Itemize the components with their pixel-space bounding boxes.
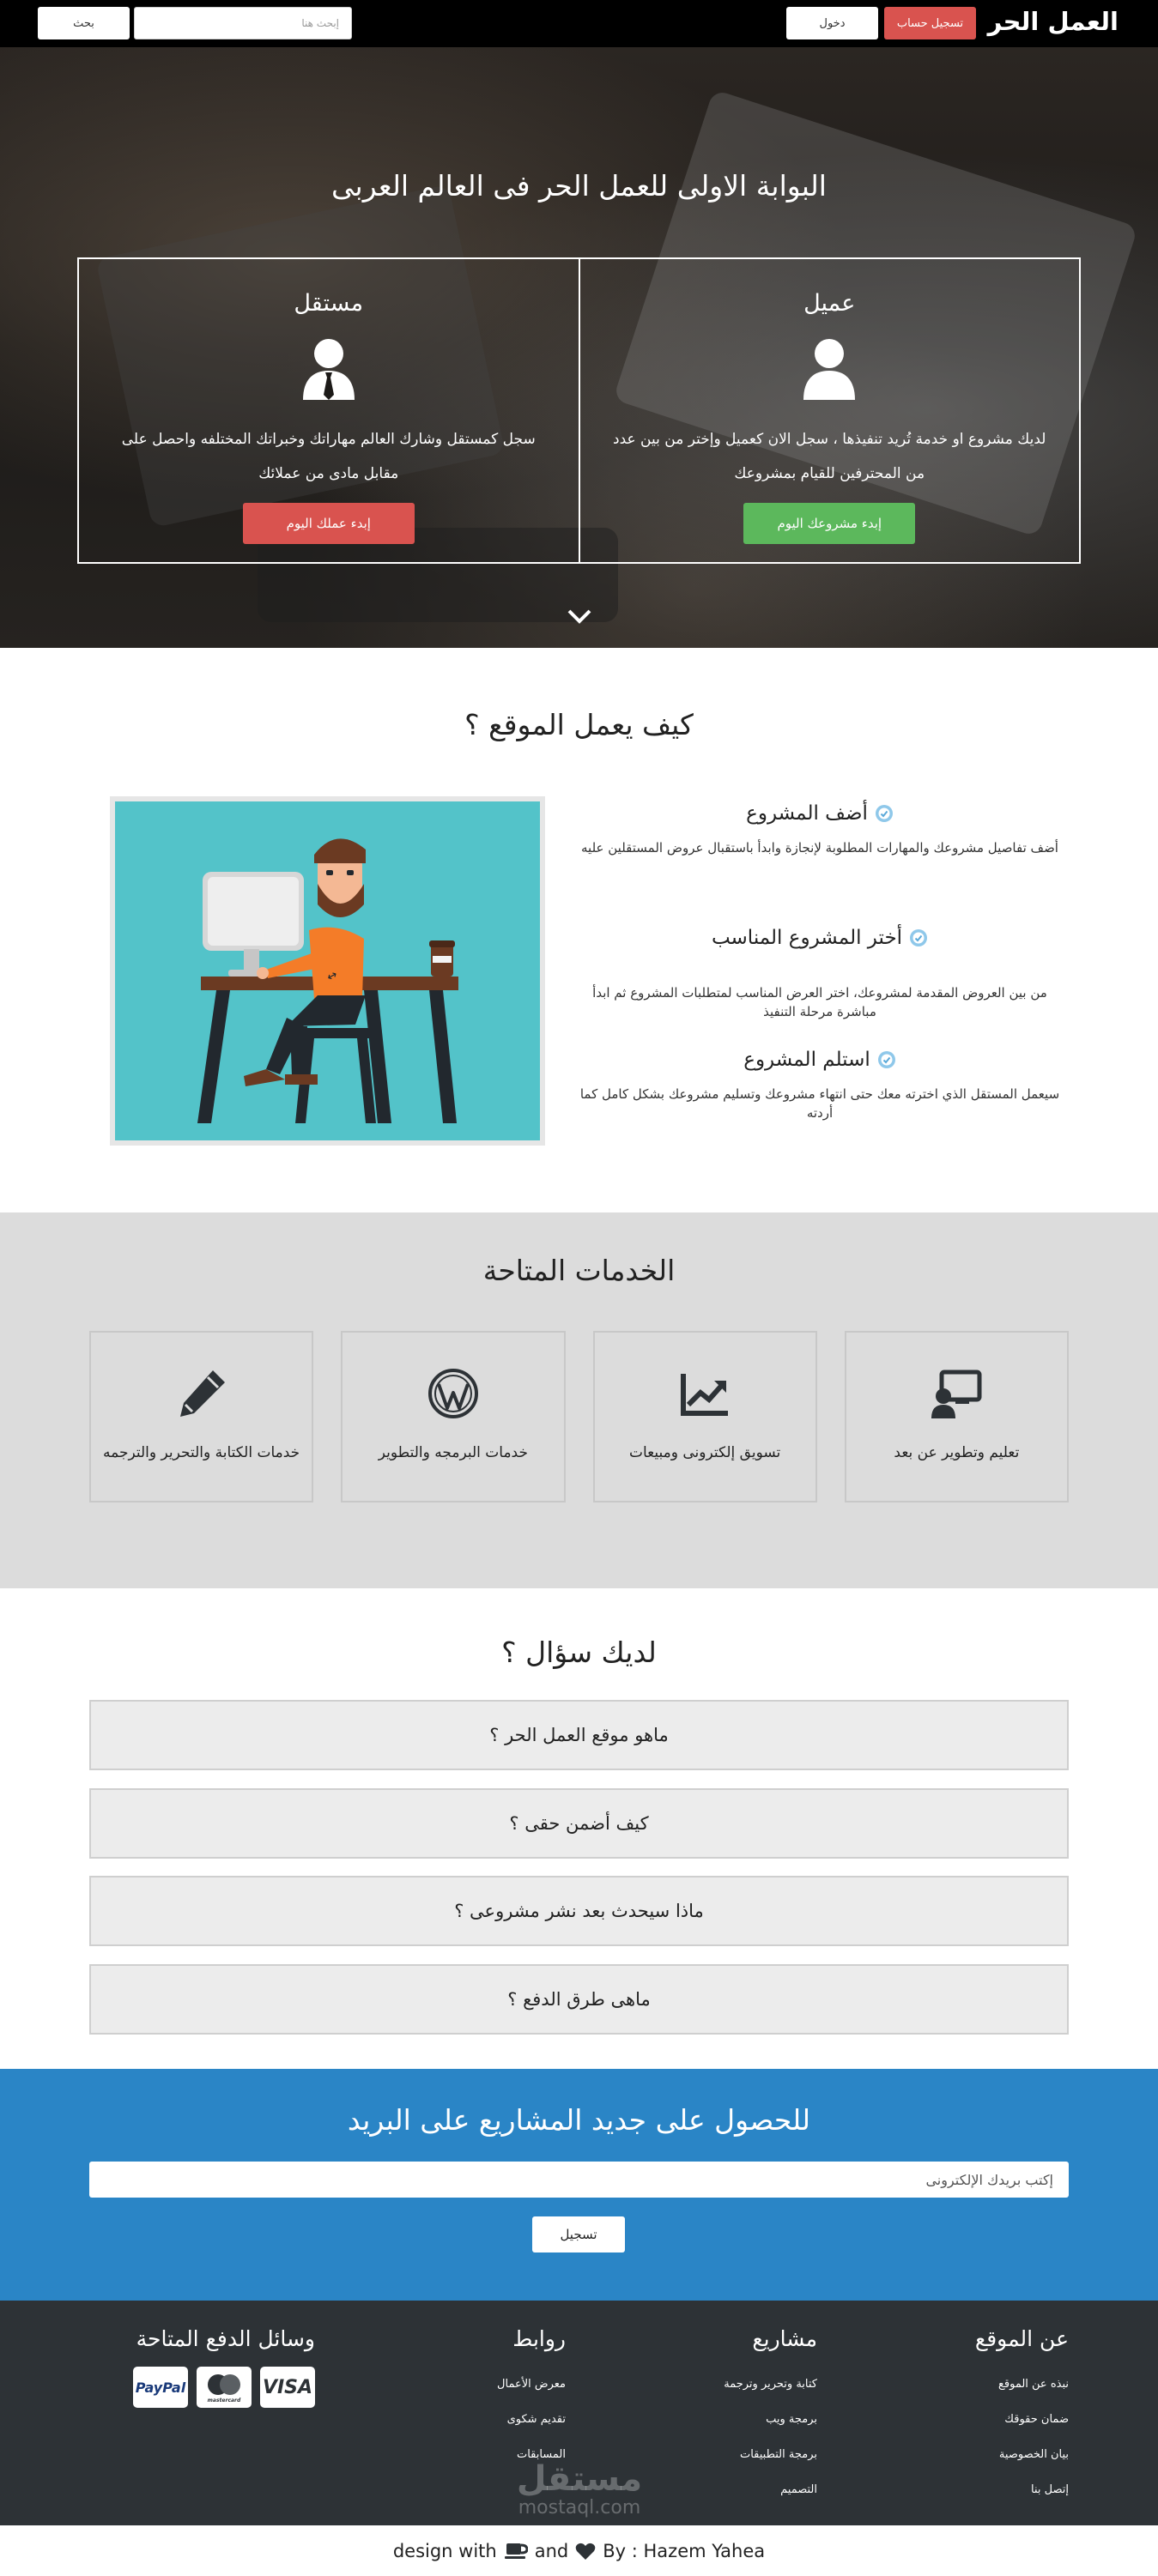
register-button[interactable]: تسجيل حساب: [884, 7, 976, 39]
service-label: خدمات البرمجه والتطوير: [378, 1444, 528, 1461]
svg-text:↔: ↔: [324, 967, 341, 985]
footer: [0, 2301, 1158, 2525]
footer-column-title: عن الموقع: [974, 2326, 1069, 2351]
watermark-arabic: مستقل: [516, 2459, 643, 2499]
step-description: من بين العروض المقدمة لمشروعك، اختر العرض المناسب لمتطلبات المشروع ثم ابدأ مباشرة مرحلة التنفيذ: [592, 985, 1047, 1019]
credit-prefix: design with: [392, 2540, 497, 2561]
faq-item[interactable]: ماذا سيحدث بعد نشر مشروعى ؟: [89, 1876, 1069, 1946]
user-tie-icon: [301, 338, 356, 400]
mastercard-icon: [197, 2367, 252, 2408]
hero-cards: [77, 257, 1081, 564]
mastercard-text: mastercard: [207, 2398, 241, 2404]
client-card: [580, 259, 1080, 562]
visa-text: VISA: [262, 2376, 313, 2398]
mostaql-watermark: [506, 2460, 652, 2519]
service-marketing[interactable]: [593, 1331, 817, 1503]
freelancer-card-description: سجل كمستقل وشارك العالم مهاراتك وخبراتك المختلفه واحصل على مقابل مادى من عملائك: [121, 431, 536, 482]
how-it-works-section: [0, 648, 1158, 1212]
client-card-title: عميل: [803, 290, 856, 317]
faq-item[interactable]: ماهو موقع العمل الحر ؟: [89, 1700, 1069, 1770]
service-label: خدمات الكتابة والتحرير والترجمه: [103, 1444, 300, 1461]
step-title: أختر المشروع المناسب: [711, 927, 903, 949]
check-circle-icon: [875, 804, 894, 823]
credit-and: and: [534, 2540, 569, 2561]
services-grid: [89, 1331, 1069, 1503]
footer-link[interactable]: تقديم شكوى: [506, 2413, 566, 2426]
footer-link[interactable]: إتصل بنا: [1031, 2483, 1069, 2496]
coffee-icon: [504, 2542, 528, 2561]
footer-link[interactable]: برمجة التطبيقات: [739, 2448, 817, 2461]
step-choose-project: [571, 927, 1069, 1021]
search-input[interactable]: [134, 7, 352, 39]
hero-title: البوابة الاولى للعمل الحر فى العالم العربى: [331, 169, 827, 203]
services-section: [0, 1212, 1158, 1588]
subscribe-button[interactable]: تسجيل: [532, 2216, 625, 2252]
freelancer-card-title: مستقل: [294, 290, 364, 317]
faq-title: لديك سؤال ؟: [501, 1636, 657, 1669]
payment-methods: [133, 2367, 315, 2408]
start-work-button[interactable]: إبدء عملك اليوم: [243, 503, 415, 544]
check-circle-icon: [877, 1050, 896, 1069]
visa-icon: [260, 2367, 315, 2408]
footer-column-projects: [724, 2326, 817, 2507]
email-input[interactable]: [89, 2162, 1069, 2198]
freelancer-illustration: [110, 796, 545, 1146]
navbar: [0, 0, 1158, 47]
service-remote-teaching[interactable]: [845, 1331, 1069, 1503]
step-title: أضف المشروع: [746, 802, 868, 825]
footer-link[interactable]: برمجة ويب: [766, 2413, 817, 2426]
faq-item[interactable]: كيف أضمن حقى ؟: [89, 1788, 1069, 1859]
footer-column-title: وسائل الدفع المتاحة: [136, 2326, 315, 2351]
wordpress-icon: [427, 1367, 480, 1420]
step-description: سيعمل المستقل الذي اخترته معك حتى انتهاء مشروعك وتسليم مشروعك بشكل كامل كما أردته: [579, 1086, 1060, 1121]
how-section-title: كيف يعمل الموقع ؟: [464, 708, 694, 741]
search-button[interactable]: بحث: [38, 7, 130, 39]
watermark-english: mostaql.com: [518, 2497, 641, 2519]
newsletter-title: للحصول على جديد المشاريع على البريد: [347, 2103, 811, 2137]
footer-column-about: [975, 2326, 1069, 2507]
services-title: الخدمات المتاحة: [482, 1254, 676, 1287]
step-add-project: [571, 802, 1069, 857]
user-icon: [802, 338, 857, 400]
credit-author: By : Hazem Yahea: [603, 2540, 766, 2561]
client-card-description: لديك مشروع او خدمة تُريد تنفيذها ، سجل الان كعميل وإختر من بين عدد من المحترفين للقيام بمشروعك: [613, 431, 1046, 482]
service-label: تعليم وتطوير عن بعد: [894, 1444, 1020, 1461]
heart-icon: [575, 2542, 596, 2561]
scroll-down-chevron-icon[interactable]: [567, 607, 592, 627]
faq-item[interactable]: ماهى طرق الدفع ؟: [89, 1964, 1069, 2035]
footer-link[interactable]: المسابقات: [516, 2448, 566, 2461]
step-receive-project: [571, 1049, 1069, 1122]
footer-link[interactable]: بيان الخصوصية: [998, 2448, 1069, 2461]
start-project-button[interactable]: إبدء مشروعك اليوم: [743, 503, 915, 544]
footer-column-title: مشاريع: [752, 2326, 817, 2351]
mastercard-logo: [200, 2370, 248, 2404]
login-button[interactable]: دخول: [786, 7, 878, 39]
paypal-text: PayPal: [135, 2379, 186, 2396]
footer-column-payments: [133, 2326, 315, 2408]
newsletter-section: [0, 2069, 1158, 2301]
footer-column-links: [497, 2326, 566, 2472]
paypal-icon: [133, 2367, 188, 2408]
service-programming[interactable]: [341, 1331, 565, 1503]
footer-link[interactable]: التصميم: [780, 2483, 817, 2496]
check-circle-icon: [909, 928, 928, 947]
step-description: أضف تفاصيل مشروعك والمهارات المطلوبة لإنجازة وابدأ باستقبال عروض المستقلين عليه: [581, 840, 1058, 856]
trend-chart-icon: [678, 1367, 731, 1420]
footer-link[interactable]: كتابة وتحرير وترجمة: [724, 2378, 817, 2391]
teacher-screen-icon: [930, 1367, 983, 1420]
freelancer-card: [79, 259, 580, 562]
faq-section: [0, 1588, 1158, 2069]
hero-section: [0, 47, 1158, 648]
service-writing[interactable]: [89, 1331, 313, 1503]
footer-column-title: روابط: [512, 2326, 566, 2351]
step-title: استلم المشروع: [743, 1049, 870, 1071]
brand-logo[interactable]: العمل الحر: [987, 7, 1119, 36]
footer-link[interactable]: نبذه عن الموقع: [997, 2378, 1069, 2391]
freelancer-at-desk-illustration: [115, 801, 540, 1140]
footer-link[interactable]: ضمان حقوقك: [1004, 2413, 1069, 2426]
credit-bar: [0, 2525, 1158, 2576]
footer-link[interactable]: معرض الأعمال: [497, 2378, 566, 2391]
service-label: تسويق إلكترونى ومبيعات: [628, 1444, 781, 1461]
pencil-icon: [175, 1367, 228, 1420]
